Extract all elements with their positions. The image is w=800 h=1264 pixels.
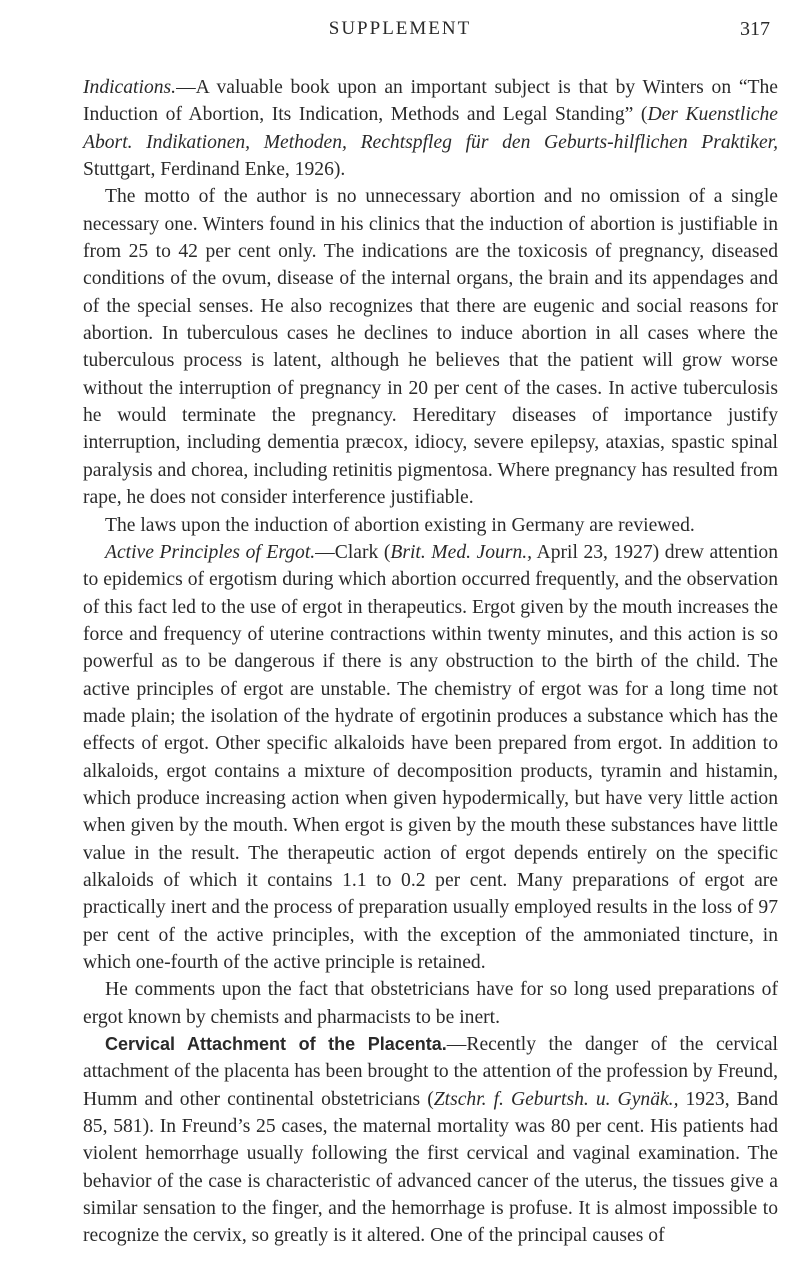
journal-citation: Ztschr. f. Geburtsh. u. Gynäk., [433, 1088, 679, 1110]
paragraph-ergot [83, 539, 778, 977]
paragraph-obstetricians-comment: He comments upon the fact that obstetricians have for so long used preparations of ergot known by chemists and pharmacists to be inert. [83, 979, 778, 1028]
paragraph-text: —Clark ( [315, 541, 391, 563]
paragraph-text: Stuttgart, Ferdinand Enke, 1926). [83, 159, 346, 181]
journal-citation: Brit. Med. Journ., [390, 541, 533, 563]
paragraph-text: —Recently the danger of the cervical attachment of the placenta has been brought to the attention of the profession by Freund, Humm and other continental obstetricians ( [83, 1034, 778, 1110]
paragraph-laws-germany: The laws upon the induction of abortion existing in Germany are reviewed. [105, 514, 695, 536]
heading-active-principles-of-ergot: Active Principles of Ergot. [105, 541, 316, 563]
paragraph-winters-motto: The motto of the author is no unnecessary abortion and no omission of a single necessary one. Winters found in his clinics that the induction of abortion is justifiable in from 25 to 42 per cent only. The indications are the toxicosis of pregnancy, diseased conditions of the ovum, disease of the internal organs, the brain and its appendages and of the special senses. He also recognizes that there are eugenic and social reasons for abortion. In tuberculous cases he declines to induce abortion in all cases where the tuberculous process is latent, although he believes that the patient will grow worse without the interruption of pregnancy in 20 per cent of the cases. In active tuberculosis he would terminate the pregnancy. Hereditary diseases of importance justify interruption, including dementia præcox, idiocy, severe epilepsy, ataxias, spastic spinal paralysis and chorea, including retinitis pigmentosa. Where pregnancy has resulted from rape, he does not consider interference justifiable. [83, 186, 778, 509]
paragraph-cervical-attachment [83, 1031, 778, 1250]
body-text [83, 74, 778, 1250]
running-head: SUPPLEMENT [328, 18, 472, 39]
paragraph-text: April 23, 1927) drew attention to epidemics of ergotism during which abortion occurred frequently, and the observation of this fact led to the use of ergot in therapeutics. Ergot given by the mouth increases the force and frequency of uterine contractions within twenty minutes, and this action is so powerful as to be dangerous if there is any obstruction to the birth of the child. The active principles of ergot are unstable. The chemistry of ergot was for a long time not made plain; the isolation of the hydrate of ergotinin produces a substance which has the effects of ergot. Other specific alkaloids have been prepared from ergot. In addition to alkaloids, ergot contains a mixture of decomposition products, tyramin and histamin, which produce increasing action when given hypodermically, but have very little action when given by the mouth. When ergot is given by the mouth these substances have little value in the result. The therapeutic action of ergot depends entirely on the specific alkaloids of which it contains 1.1 to 0.2 per cent. Many preparations of ergot are practically inert and the process of preparation usually employed results in the loss of 97 per cent of the active principles, with the exception of the ammoniated tincture, in which one-fourth of the active principle is retained. [83, 541, 779, 973]
paragraph-text: —A valuable book upon an important subject is that by Winters on “The Induction of Abortion, Its Indication, Methods and Legal Standing” ( [83, 77, 778, 126]
page-header [0, 18, 800, 48]
heading-indications: Indications. [83, 77, 177, 98]
heading-cervical-attachment: Cervical Attachment of the Placenta. [105, 1034, 447, 1055]
book-title-german: Der Kuenstliche Abort. Indikationen, Methoden, Rechtspfleg für den Geburts-hilflichen Praktiker, [83, 104, 778, 153]
paragraph-text: 1923, Band 85, 581). In Freund’s 25 cases, the maternal mortality was 80 per cent. His patients had violent hemorrhage usually following the first cervical and vaginal examination. The behavior of the case is characteristic of advanced cancer of the uterus, the tissues give a similar sensation to the finger, and the hemorrhage is profuse. It is almost impossible to recognize the cervix, so greatly is it altered. One of the principal causes of [83, 1088, 778, 1247]
paragraph-indications [83, 74, 778, 183]
page-number: 317 [740, 18, 770, 40]
